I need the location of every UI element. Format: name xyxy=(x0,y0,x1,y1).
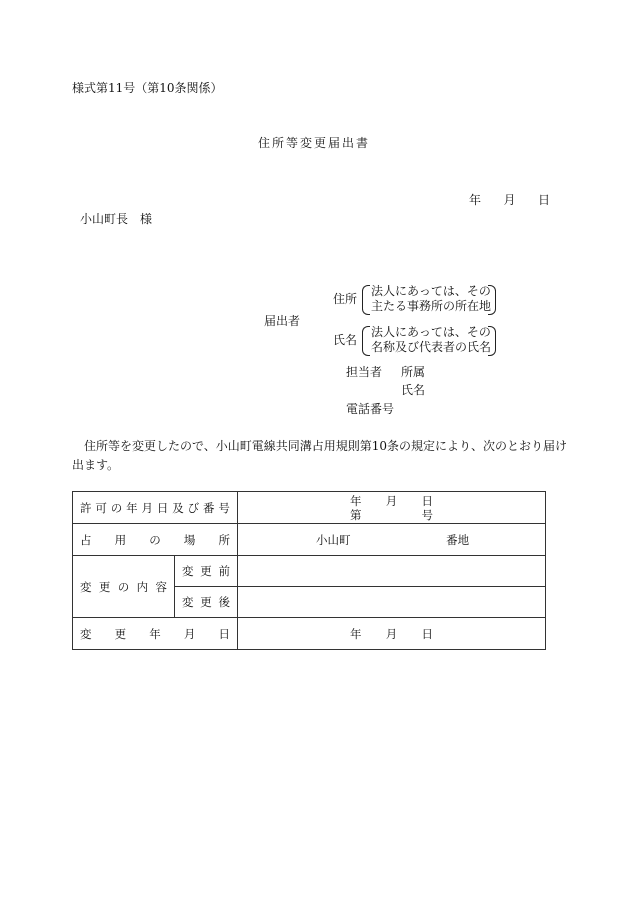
change-date-label-cell xyxy=(73,618,238,650)
after-change-label: 変 更 後 xyxy=(182,595,230,609)
body-text-line2: 出ます。 xyxy=(72,458,120,472)
change-month-label: 月 xyxy=(385,626,398,641)
permit-number-suffix: 号 xyxy=(421,507,433,522)
name-bracket-right xyxy=(488,326,496,356)
permit-date-row xyxy=(350,494,433,508)
change-day-label: 日 xyxy=(421,626,433,641)
change-content-label: 変 更 の 内 容 xyxy=(80,579,167,594)
notification-table xyxy=(72,491,546,650)
after-change-value[interactable] xyxy=(238,587,546,618)
permit-date-number-value xyxy=(238,492,546,524)
table-row xyxy=(73,492,546,524)
permit-number-row xyxy=(350,508,433,522)
applicant-label: 届出者 xyxy=(264,314,301,328)
body-text-line1: 住所等を変更したので、小山町電線共同溝占用規則第10条の規定により、次のとおり届け xyxy=(84,439,568,453)
change-date-value xyxy=(238,618,546,650)
location-town: 小山町 xyxy=(316,532,351,547)
after-change-label-cell xyxy=(175,587,238,618)
name-bracket-left xyxy=(362,326,370,356)
date-month-label: 月 xyxy=(503,193,516,207)
address-label: 住所 xyxy=(333,292,358,306)
name-note-line1: 法人にあっては、その xyxy=(371,325,491,339)
permit-date-number-label-cell xyxy=(73,492,238,524)
form-number: 様式第11号（第10条関係） xyxy=(72,81,223,95)
permit-number-prefix: 第 xyxy=(350,507,362,522)
before-change-value[interactable] xyxy=(238,556,546,587)
date-day-label: 日 xyxy=(537,193,550,207)
contact-name-label: 氏名 xyxy=(401,383,426,397)
change-date-label: 変 更 年 月 日 xyxy=(80,626,230,641)
addressee: 小山町長 様 xyxy=(80,212,153,226)
before-change-label: 変 更 前 xyxy=(182,564,230,578)
occupancy-location-label: 占 用 の 場 所 xyxy=(80,532,230,547)
change-year-label: 年 xyxy=(350,626,362,641)
occupancy-location-value xyxy=(238,524,546,556)
date-year-label: 年 xyxy=(469,193,482,207)
address-note-line2: 主たる事務所の所在地 xyxy=(371,299,492,313)
table-row xyxy=(73,618,546,650)
address-note-line1: 法人にあっては、その xyxy=(371,284,491,298)
table-row xyxy=(73,556,546,587)
department-label: 所属 xyxy=(401,365,426,379)
table-row xyxy=(73,524,546,556)
address-bracket-right xyxy=(488,285,496,315)
before-change-label-cell xyxy=(175,556,238,587)
permit-date-number-label: 許 可 の 年 月 日 及 び 番 号 xyxy=(80,500,230,515)
permit-month-label: 月 xyxy=(385,493,398,508)
phone-number-label: 電話番号 xyxy=(346,402,395,416)
change-content-label-cell xyxy=(73,556,175,618)
occupancy-location-label-cell xyxy=(73,524,238,556)
address-bracket-left xyxy=(362,285,370,315)
permit-year-label: 年 xyxy=(350,493,362,508)
permit-day-label: 日 xyxy=(421,493,433,508)
contact-person-label: 担当者 xyxy=(346,365,383,379)
location-banchi: 番地 xyxy=(446,532,470,547)
document-title: 住所等変更届出書 xyxy=(258,136,371,150)
submission-date xyxy=(469,194,550,206)
name-note-line2: 名称及び代表者の氏名 xyxy=(371,340,492,354)
name-label: 氏名 xyxy=(333,333,358,347)
